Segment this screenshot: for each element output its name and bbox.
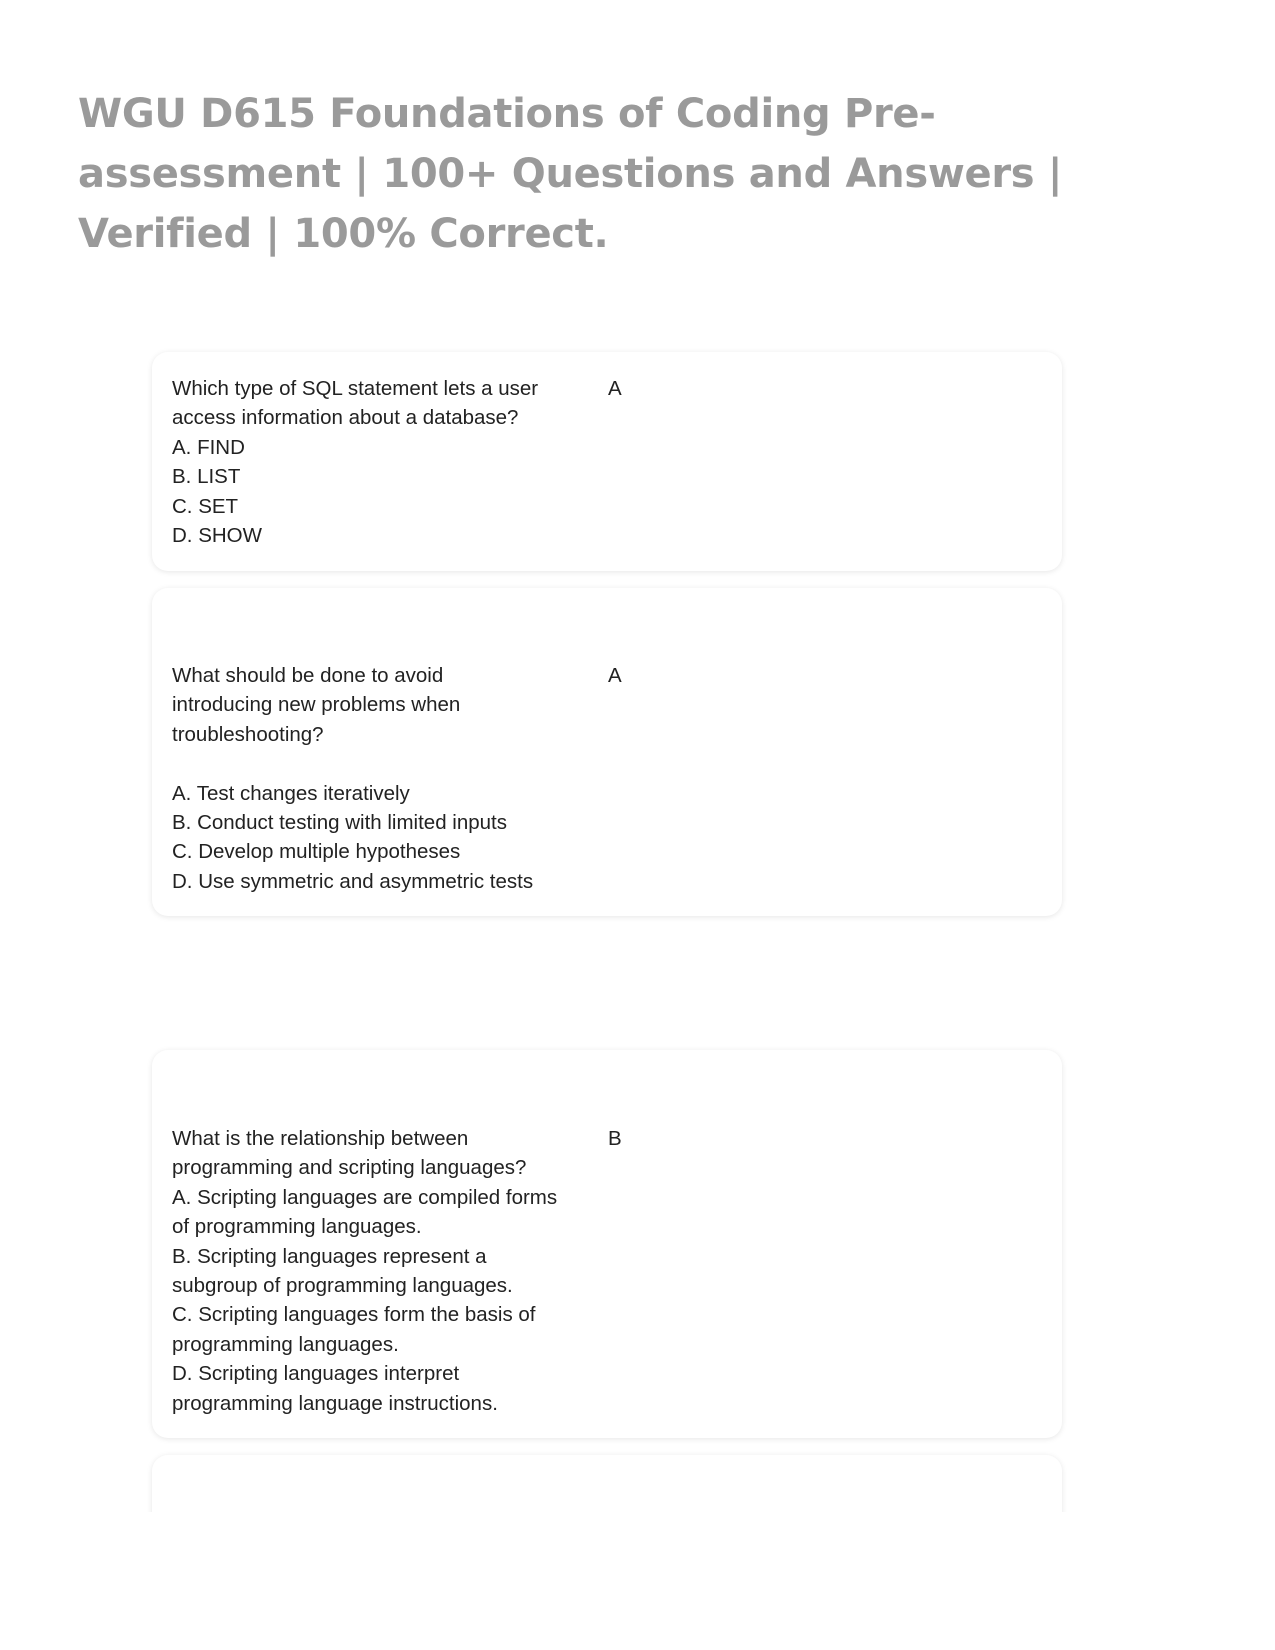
document-title: WGU D615 Foundations of Coding Pre-assessment | 100+ Questions and Answers | Verified | 100% Correct. <box>78 91 1063 257</box>
flashcard <box>152 352 1062 571</box>
flashcard-partial <box>152 1455 1062 1512</box>
flashcard <box>152 1050 1062 1438</box>
card-question: What should be done to avoid introducing new problems when troubleshooting? A. Test changes iteratively B. Conduct testing with limited inputs C. Develop multiple hypotheses D. Use symmetric and asymmetric tests <box>172 664 534 893</box>
flashcard <box>152 588 1062 916</box>
card-question: Which type of SQL statement lets a user access information about a database? A. FIND B. LIST C. SET D. SHOW <box>172 377 539 548</box>
card-answer: B <box>608 1127 622 1150</box>
card-answer: A <box>608 377 622 400</box>
card-answer: A <box>608 664 622 687</box>
card-question: What is the relationship between programming and scripting languages? A. Scripting languages are compiled forms of programming languages. B. Scripting languages represent a subgroup of programming languages. C. Scripting languages form the basis of programming languages. D. Scripting languages interpret programming language instructions. <box>172 1127 558 1415</box>
